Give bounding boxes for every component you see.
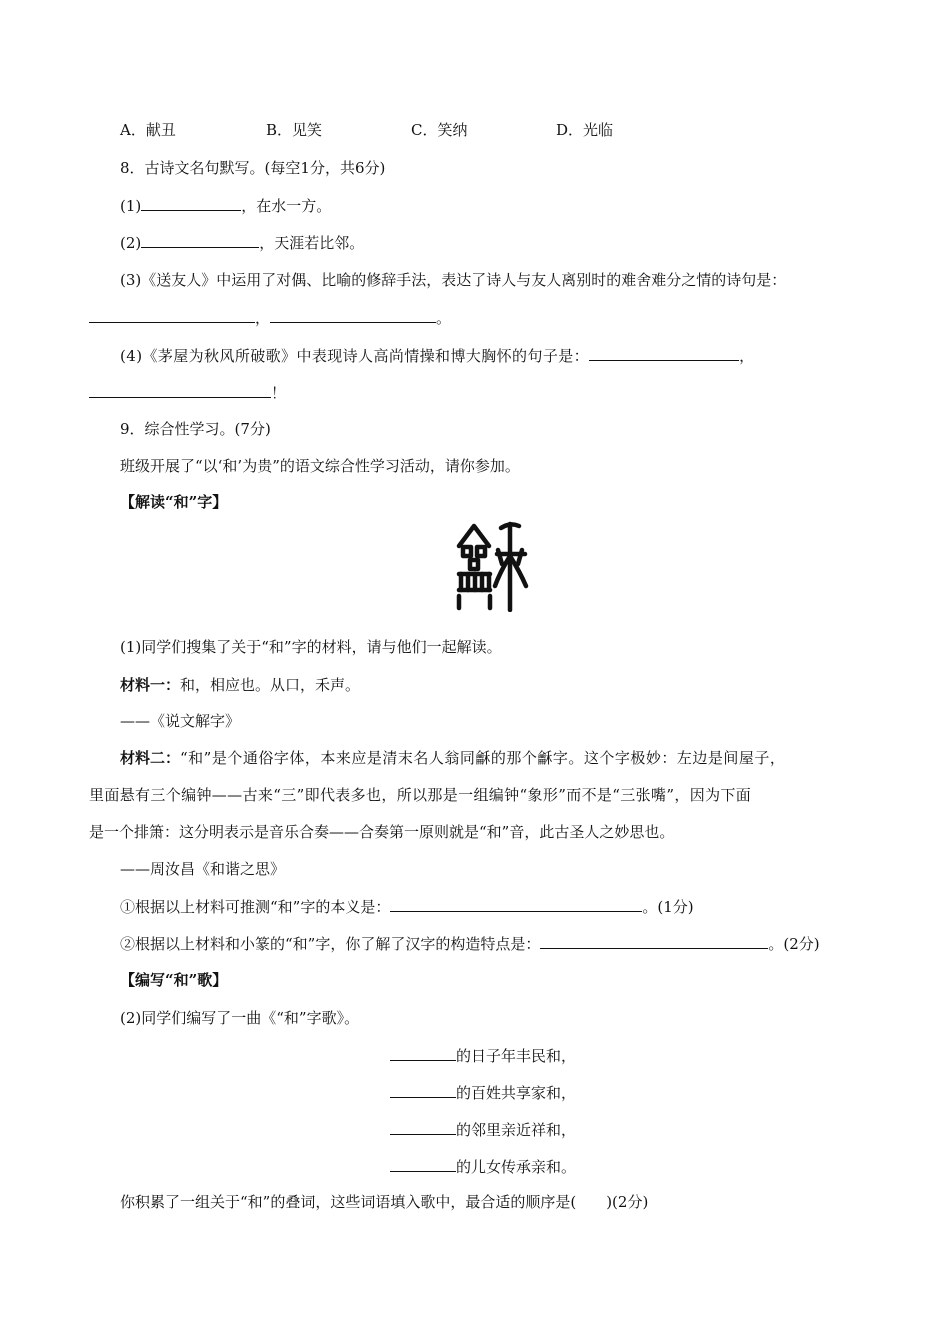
material-one-source: ——《说文解字》 — [120, 712, 241, 730]
song-line-text: 的儿女传承亲和。 — [456, 1158, 577, 1176]
q9-title: 9．综合性学习。(7分) — [120, 420, 271, 438]
answer-blank[interactable] — [270, 307, 436, 323]
answer-blank[interactable] — [390, 1045, 456, 1061]
part2-prompt: (2)同学们编写了一曲《“和”字歌》。 — [120, 1009, 360, 1027]
q8-item1-prefix: (1) — [120, 197, 142, 215]
section-heading-decode: 【解读“和”字】 — [120, 493, 228, 511]
option-d: D．光临 — [556, 121, 614, 139]
section-heading-song: 【编写“和”歌】 — [120, 971, 228, 989]
answer-blank[interactable] — [390, 896, 642, 912]
answer-blank[interactable] — [89, 307, 255, 323]
question-structure — [120, 933, 820, 954]
q8-title: 8．古诗文名句默写。(每空1分，共6分) — [120, 159, 386, 177]
q8-item4-sep: ， — [739, 347, 755, 365]
answer-blank[interactable] — [390, 1156, 456, 1172]
material-two-line3: 是一个排箫：这分明表示是音乐合奏——合奏第一原则就是“和”音，此古圣人之妙思也。 — [89, 823, 675, 841]
question-meaning — [120, 896, 694, 917]
question-structure-text: ②根据以上材料和小篆的“和”字，你了解了汉字的构造特点是： — [120, 935, 541, 953]
q8-item1-suffix: ，在水一方。 — [241, 197, 332, 215]
q8-item1 — [120, 195, 331, 216]
q8-item3-text: (3)《送友人》中运用了对偶、比喻的修辞手法，表达了诗人与友人离别时的难舍难分之情的诗句是： — [120, 271, 787, 289]
song-line-text: 的日子年丰民和， — [456, 1047, 577, 1065]
answer-blank[interactable] — [141, 232, 259, 248]
question-structure-score: 。(2分) — [768, 935, 820, 953]
q8-item2-prefix: (2) — [120, 234, 142, 252]
answer-blank[interactable] — [89, 382, 271, 398]
material-two-line1 — [120, 748, 785, 768]
answer-blank[interactable] — [390, 1119, 456, 1135]
option-a: A．献丑 — [120, 121, 176, 139]
song-line — [390, 1119, 576, 1140]
answer-blank[interactable] — [141, 195, 241, 211]
q8-item3-blanks — [89, 307, 451, 328]
question-meaning-text: ①根据以上材料可推测“和”字的本义是： — [120, 898, 391, 916]
option-b: B．见笑 — [266, 121, 323, 139]
answer-blank[interactable] — [390, 1082, 456, 1098]
material-two-label: 材料二： — [120, 749, 181, 767]
q8-item3-sep: ， — [255, 309, 271, 327]
material-two-text-1: “和”是个通俗字体，本来应是清末名人翁同龢的那个龢字。这个字极妙：左边是间屋子， — [180, 749, 786, 767]
material-one — [120, 675, 360, 695]
material-two-source: ——周汝昌《和谐之思》 — [120, 860, 286, 878]
q8-item2-suffix: ，天涯若比邻。 — [259, 234, 365, 252]
material-one-label: 材料一： — [120, 676, 181, 694]
seal-script-he-image — [455, 520, 530, 612]
q8-item2 — [120, 232, 364, 253]
song-line — [390, 1156, 576, 1177]
q8-item4-line2 — [89, 382, 286, 403]
q8-item4 — [120, 345, 754, 366]
material-one-text: 和，相应也。从口，禾声。 — [180, 676, 361, 694]
option-c: C．笑纳 — [411, 121, 468, 139]
song-line — [390, 1045, 576, 1066]
song-line — [390, 1082, 576, 1103]
answer-blank[interactable] — [540, 933, 768, 949]
song-line-text: 的百姓共享家和， — [456, 1084, 577, 1102]
song-line-text: 的邻里亲近祥和， — [456, 1121, 577, 1139]
answer-blank[interactable] — [589, 345, 739, 361]
q9-intro: 班级开展了“以‘和’为贵”的语文综合性学习活动，请你参加。 — [120, 457, 520, 475]
part1-prompt: (1)同学们搜集了关于“和”字的材料，请与他们一起解读。 — [120, 638, 502, 656]
material-two-line2: 里面悬有三个编钟——古来“三”即代表多也，所以那是一组编钟“象形”而不是“三张嘴”，因为下面 — [89, 786, 752, 804]
q8-item4-text: (4)《茅屋为秋风所破歌》中表现诗人高尚情操和博大胸怀的句子是： — [120, 347, 590, 365]
final-question: 你积累了一组关于“和”的叠词，这些词语填入歌中，最合适的顺序是( )(2分) — [120, 1193, 649, 1211]
q8-item3-end: 。 — [436, 309, 452, 327]
question-meaning-score: 。(1分) — [642, 898, 694, 916]
q8-item4-end: ！ — [271, 384, 287, 402]
